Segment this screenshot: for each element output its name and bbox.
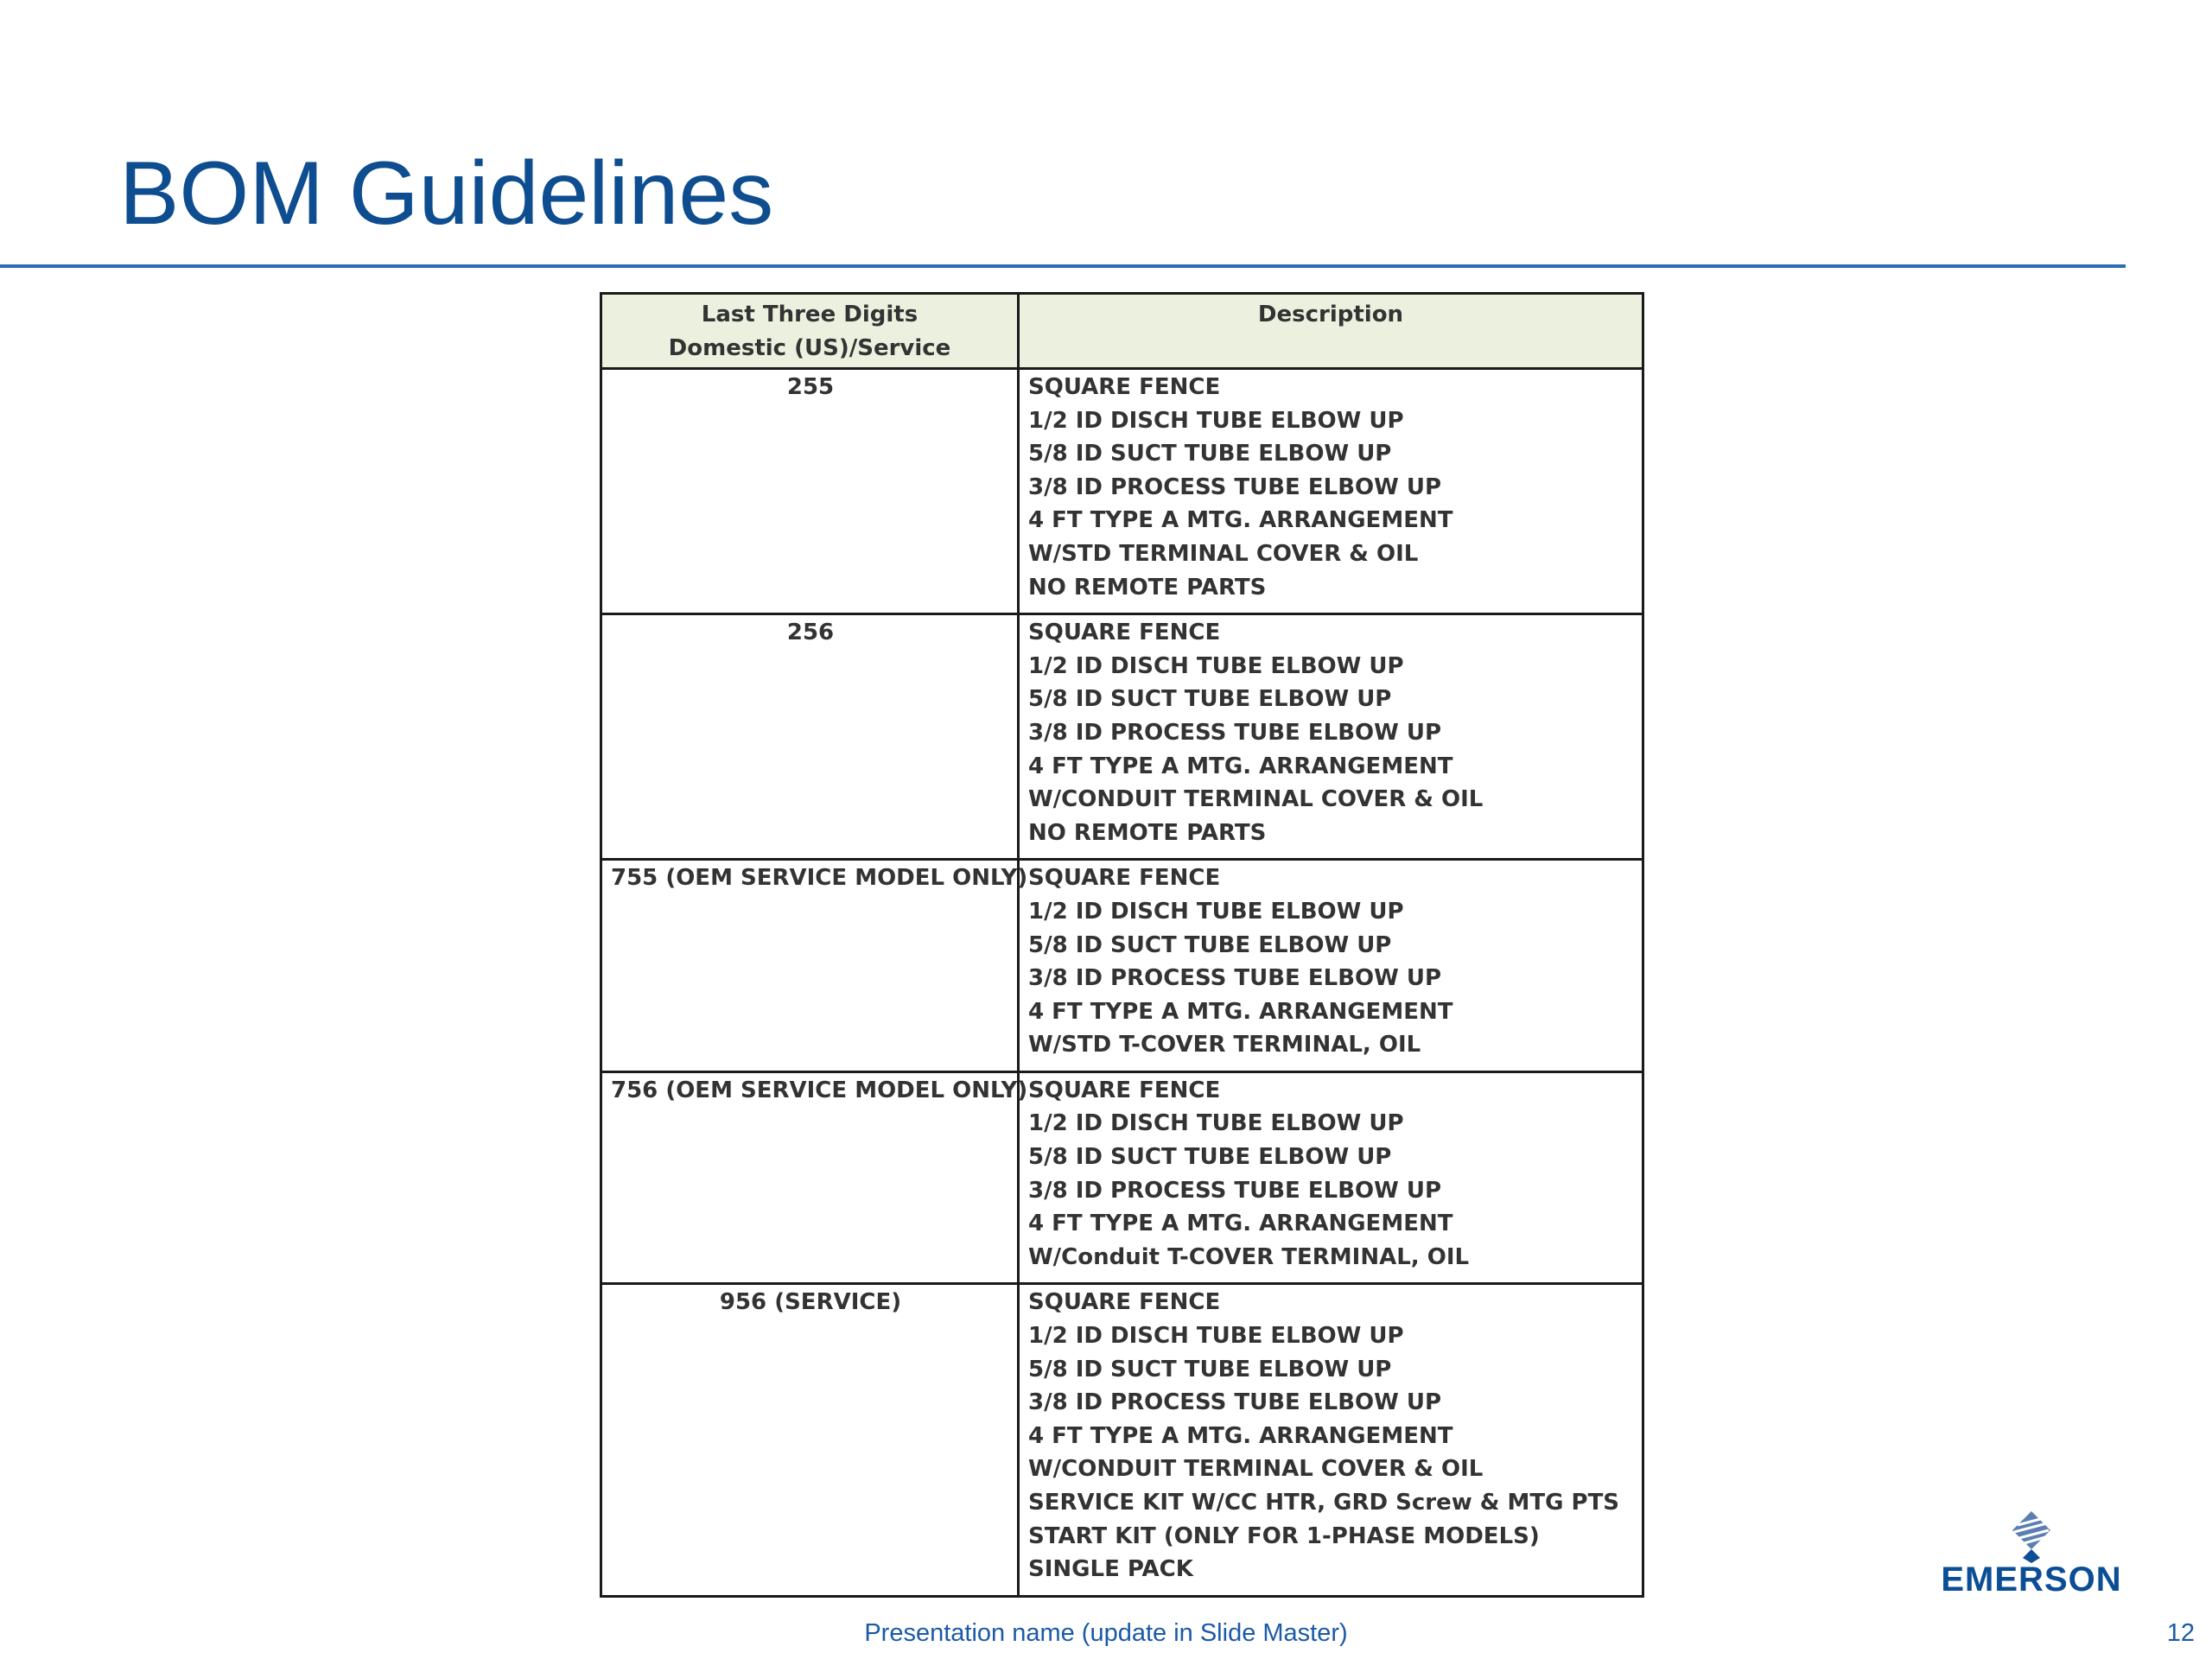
description-line: 5/8 ID SUCT TUBE ELBOW UP <box>1028 1144 1392 1171</box>
description-line: SINGLE PACK <box>1028 1556 1193 1583</box>
emerson-wordmark: EMERSON <box>1941 1560 2122 1599</box>
header-code-line: Domestic (US)/Service <box>668 335 951 361</box>
description-line: 4 FT TYPE A MTG. ARRANGEMENT <box>1028 507 1453 534</box>
description-line: 1/2 ID DISCH TUBE ELBOW UP <box>1028 1323 1404 1350</box>
description-line: W/STD TERMINAL COVER & OIL <box>1028 540 1419 567</box>
description-line: SQUARE FENCE <box>1028 374 1221 400</box>
description-line: SQUARE FENCE <box>1028 865 1221 892</box>
description-line: 4 FT TYPE A MTG. ARRANGEMENT <box>1028 998 1453 1025</box>
description-cell <box>1019 614 1643 860</box>
page-title: BOM Guidelines <box>119 143 774 244</box>
table-row <box>601 614 1643 860</box>
description-line: W/Conduit T-COVER TERMINAL, OIL <box>1028 1243 1470 1270</box>
description-line: START KIT (ONLY FOR 1-PHASE MODELS) <box>1028 1522 1540 1549</box>
table-header-row <box>601 294 1643 369</box>
description-line: 1/2 ID DISCH TUBE ELBOW UP <box>1028 407 1404 434</box>
emerson-emblem-icon <box>1932 1510 2131 1564</box>
table-row <box>601 860 1643 1072</box>
description-line: 3/8 ID PROCESS TUBE ELBOW UP <box>1028 1389 1442 1416</box>
description-line: W/CONDUIT TERMINAL COVER & OIL <box>1028 786 1484 813</box>
description-cell <box>1019 369 1643 614</box>
description-line: 4 FT TYPE A MTG. ARRANGEMENT <box>1028 1211 1453 1237</box>
description-line: SERVICE KIT W/CC HTR, GRD Screw & MTG PTS <box>1028 1490 1620 1516</box>
table-row <box>601 369 1643 614</box>
header-description: Description <box>1019 294 1643 369</box>
part-code-cell: 756 (OEM SERVICE MODEL ONLY) <box>601 1071 1019 1284</box>
description-line: SQUARE FENCE <box>1028 620 1221 646</box>
table-row <box>601 1071 1643 1284</box>
description-line: 1/2 ID DISCH TUBE ELBOW UP <box>1028 898 1404 925</box>
description-line: 5/8 ID SUCT TUBE ELBOW UP <box>1028 1356 1392 1382</box>
table-body <box>601 369 1643 1597</box>
description-cell <box>1019 1071 1643 1284</box>
description-line: 4 FT TYPE A MTG. ARRANGEMENT <box>1028 1422 1453 1449</box>
description-line: NO REMOTE PARTS <box>1028 819 1267 846</box>
description-line: W/STD T-COVER TERMINAL, OIL <box>1028 1032 1421 1058</box>
page-number: 12 <box>2166 1619 2195 1647</box>
table-row <box>601 1284 1643 1596</box>
part-code-cell: 255 <box>601 369 1019 614</box>
description-line: 5/8 ID SUCT TUBE ELBOW UP <box>1028 686 1392 713</box>
description-cell <box>1019 860 1643 1072</box>
description-line: 5/8 ID SUCT TUBE ELBOW UP <box>1028 931 1392 958</box>
description-line: SQUARE FENCE <box>1028 1289 1221 1316</box>
description-line: 5/8 ID SUCT TUBE ELBOW UP <box>1028 441 1392 467</box>
description-cell <box>1019 1284 1643 1596</box>
title-divider <box>0 264 2126 268</box>
description-line: NO REMOTE PARTS <box>1028 574 1267 601</box>
part-code-cell: 956 (SERVICE) <box>601 1284 1019 1596</box>
description-line: W/CONDUIT TERMINAL COVER & OIL <box>1028 1456 1484 1483</box>
header-code-line: Last Three Digits <box>701 302 918 327</box>
emerson-logo <box>1932 1510 2131 1597</box>
description-line: 3/8 ID PROCESS TUBE ELBOW UP <box>1028 719 1442 746</box>
footer-presentation-name: Presentation name (update in Slide Master) <box>864 1619 1348 1647</box>
part-code-cell: 256 <box>601 614 1019 860</box>
description-line: 1/2 ID DISCH TUBE ELBOW UP <box>1028 652 1404 679</box>
description-line: 3/8 ID PROCESS TUBE ELBOW UP <box>1028 965 1442 992</box>
description-line: 1/2 ID DISCH TUBE ELBOW UP <box>1028 1110 1404 1137</box>
header-last-three-digits <box>601 294 1019 369</box>
description-line: 3/8 ID PROCESS TUBE ELBOW UP <box>1028 1177 1442 1204</box>
bom-table <box>600 292 1644 1598</box>
description-line: SQUARE FENCE <box>1028 1077 1221 1103</box>
description-line: 4 FT TYPE A MTG. ARRANGEMENT <box>1028 753 1453 779</box>
description-line: 3/8 ID PROCESS TUBE ELBOW UP <box>1028 474 1442 500</box>
part-code-cell: 755 (OEM SERVICE MODEL ONLY) <box>601 860 1019 1072</box>
